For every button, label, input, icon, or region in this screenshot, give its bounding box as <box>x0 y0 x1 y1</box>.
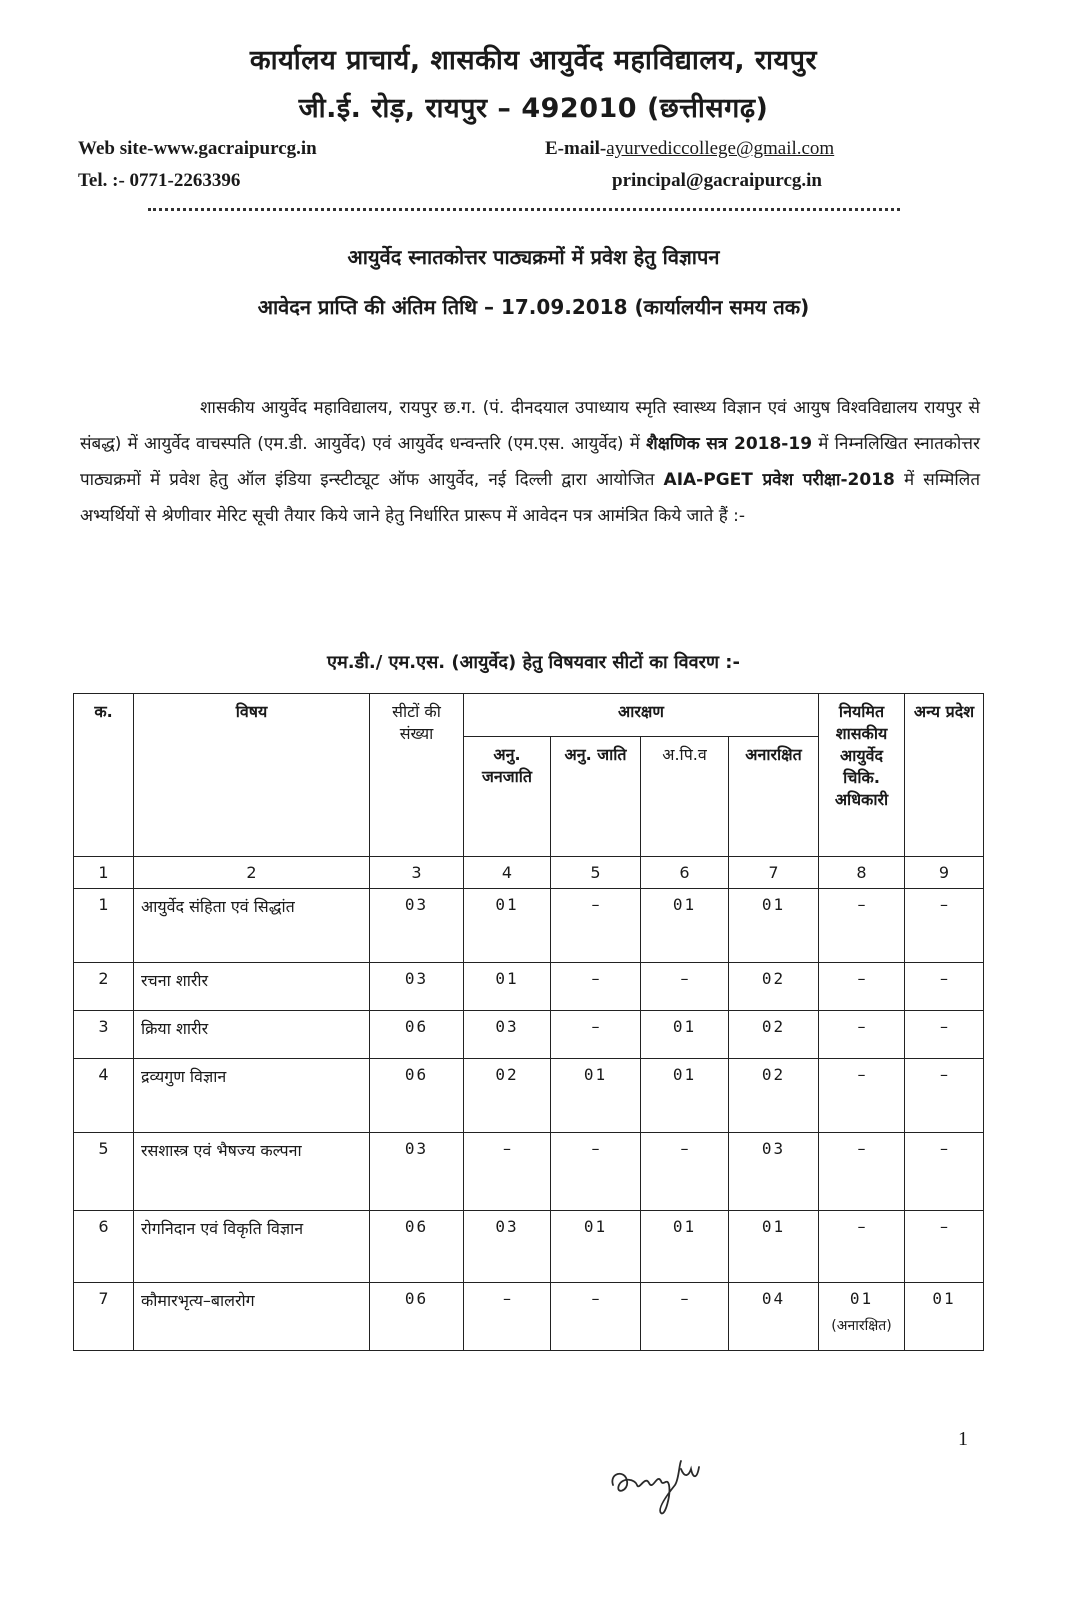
row-obc: 01 <box>641 1211 729 1283</box>
header-unreserved: अनारक्षित <box>729 737 819 857</box>
row-unreserved: 01 <box>729 1211 819 1283</box>
row-seats: 06 <box>370 1211 464 1283</box>
body-text-3: में सम्मिलित अभ्यर्थियों से श्रेणीवार मेरिट सूची तैयार किये जाने हेतु निर्धारित प्रारूप में आवेदन पत्र आमंत्रित किये जाते हैं :- <box>80 470 981 526</box>
header-sc: अनु. जाति <box>551 737 641 857</box>
col-num: 5 <box>551 857 641 889</box>
telephone: Tel. :- 0771-2263396 <box>78 170 241 191</box>
body-paragraph <box>80 390 980 534</box>
row-other: – <box>905 889 984 963</box>
row-st: 03 <box>464 1211 551 1283</box>
table-row <box>74 889 984 963</box>
row-regular-value: – <box>857 1017 866 1036</box>
col-num: 8 <box>819 857 905 889</box>
row-obc: 01 <box>641 1059 729 1133</box>
email-primary[interactable]: ayurvediccollege@gmail.com <box>606 138 835 159</box>
col-num: 2 <box>134 857 370 889</box>
office-address: जी.ई. रोड़, रायपुर – 492010 (छत्तीसगढ़) <box>298 93 769 124</box>
header-sno: क. <box>74 694 134 857</box>
row-regular-value: 01 <box>849 1289 874 1308</box>
row-regular <box>819 1011 905 1059</box>
row-st: 02 <box>464 1059 551 1133</box>
table-row <box>74 1011 984 1059</box>
row-other: – <box>905 963 984 1011</box>
col-num: 1 <box>74 857 134 889</box>
row-sno: 2 <box>74 963 134 1011</box>
header-subject: विषय <box>134 694 370 857</box>
table-row <box>74 1283 984 1351</box>
row-regular-value: – <box>857 1139 866 1158</box>
header-regular: नियमित शासकीय आयुर्वेद चिकि. अधिकारी <box>819 694 905 857</box>
row-regular <box>819 1211 905 1283</box>
row-other: 01 <box>905 1283 984 1351</box>
office-title: कार्यालय प्राचार्य, शासकीय आयुर्वेद महाविद्यालय, रायपुर <box>249 45 818 76</box>
row-unreserved: 01 <box>729 889 819 963</box>
header-other: अन्य प्रदेश <box>905 694 984 857</box>
row-sc: – <box>551 963 641 1011</box>
row-other: – <box>905 1211 984 1283</box>
row-obc: 01 <box>641 889 729 963</box>
row-sno: 6 <box>74 1211 134 1283</box>
table-row <box>74 1211 984 1283</box>
row-other: – <box>905 1133 984 1211</box>
row-sc: – <box>551 1283 641 1351</box>
col-num: 6 <box>641 857 729 889</box>
row-subject: क्रिया शारीर <box>134 1011 370 1059</box>
row-unreserved: 02 <box>729 963 819 1011</box>
row-regular <box>819 1283 905 1351</box>
email-label: E-mail- <box>545 138 607 159</box>
row-seats: 03 <box>370 963 464 1011</box>
row-regular-value: – <box>857 895 866 914</box>
table-row <box>74 1059 984 1133</box>
website[interactable]: Web site-www.gacraipurcg.in <box>78 138 317 159</box>
col-num: 9 <box>905 857 984 889</box>
row-st: – <box>464 1283 551 1351</box>
row-obc: – <box>641 1283 729 1351</box>
row-sc: 01 <box>551 1059 641 1133</box>
body-bold-session: शैक्षणिक सत्र 2018-19 <box>646 434 813 454</box>
row-regular-note: (अनारक्षित) <box>831 1318 892 1334</box>
row-subject: रोगनिदान एवं विकृति विज्ञान <box>134 1211 370 1283</box>
row-other: – <box>905 1059 984 1133</box>
row-regular <box>819 1133 905 1211</box>
header-divider <box>148 208 900 211</box>
row-regular-value: – <box>857 1217 866 1236</box>
row-sno: 3 <box>74 1011 134 1059</box>
row-seats: 06 <box>370 1283 464 1351</box>
row-subject: द्रव्यगुण विज्ञान <box>134 1059 370 1133</box>
row-regular-value: – <box>857 969 866 988</box>
row-st: 03 <box>464 1011 551 1059</box>
body-text-2: में निम्नलिखित स्नातकोत्तर पाठ्यक्रमों में प्रवेश हेतु ऑल इंडिया इन्स्टीट्यूट ऑफ आयुर्वेद, नई दिल्ली द्वारा आयोजित <box>80 434 980 490</box>
notice-deadline: आवेदन प्राप्ति की अंतिम तिथि – 17.09.2018 (कार्यालयीन समय तक) <box>257 295 810 319</box>
row-st: 01 <box>464 963 551 1011</box>
row-sc: – <box>551 1011 641 1059</box>
row-sno: 7 <box>74 1283 134 1351</box>
column-number-row <box>74 857 984 889</box>
row-unreserved: 03 <box>729 1133 819 1211</box>
col-num: 3 <box>370 857 464 889</box>
col-num: 7 <box>729 857 819 889</box>
col-num: 4 <box>464 857 551 889</box>
seats-table <box>73 693 984 1351</box>
row-st: 01 <box>464 889 551 963</box>
row-sc: – <box>551 1133 641 1211</box>
header-seats: सीटों की संख्या <box>370 694 464 857</box>
row-regular <box>819 963 905 1011</box>
table-row <box>74 963 984 1011</box>
row-regular <box>819 1059 905 1133</box>
page-number: 1 <box>958 1428 968 1450</box>
signature <box>605 1455 715 1529</box>
row-unreserved: 02 <box>729 1059 819 1133</box>
table-caption: एम.डी./ एम.एस. (आयुर्वेद) हेतु विषयवार सीटों का विवरण :- <box>327 652 740 673</box>
row-sno: 1 <box>74 889 134 963</box>
row-subject: रसशास्त्र एवं भैषज्य कल्पना <box>134 1133 370 1211</box>
row-seats: 06 <box>370 1011 464 1059</box>
header-reservation: आरक्षण <box>464 694 819 737</box>
row-regular-value: – <box>857 1065 866 1084</box>
row-unreserved: 02 <box>729 1011 819 1059</box>
row-sc: 01 <box>551 1211 641 1283</box>
row-sno: 5 <box>74 1133 134 1211</box>
email-secondary[interactable]: principal@gacraipurcg.in <box>612 170 822 191</box>
table-row <box>74 1133 984 1211</box>
body-bold-exam: AIA-PGET प्रवेश परीक्षा-2018 <box>663 470 895 490</box>
row-obc: 01 <box>641 1011 729 1059</box>
row-unreserved: 04 <box>729 1283 819 1351</box>
body-text-1: शासकीय आयुर्वेद महाविद्यालय, रायपुर छ.ग. (पं. दीनदयाल उपाध्याय स्मृति स्वास्थ्य विज्ञान एवं आयुष विश्वविद्यालय रायपुर से संबद्ध) में आयुर्वेद वाचस्पति (एम.डी. आयुर्वेद) एवं आयुर्वेद धन्वन्तरि (एम.एस. आयुर्वेद) में <box>80 398 980 454</box>
row-regular <box>819 889 905 963</box>
signature-scribble <box>605 1455 715 1525</box>
row-obc: – <box>641 963 729 1011</box>
notice-heading: आयुर्वेद स्नातकोत्तर पाठ्यक्रमों में प्रवेश हेतु विज्ञापन <box>347 245 720 269</box>
row-subject: आयुर्वेद संहिता एवं सिद्धांत <box>134 889 370 963</box>
header-obc: अ.पि.व <box>641 737 729 857</box>
row-other: – <box>905 1011 984 1059</box>
row-subject: कौमारभृत्य–बालरोग <box>134 1283 370 1351</box>
row-seats: 03 <box>370 889 464 963</box>
row-seats: 03 <box>370 1133 464 1211</box>
row-sno: 4 <box>74 1059 134 1133</box>
row-st: – <box>464 1133 551 1211</box>
email-line <box>545 138 834 160</box>
row-sc: – <box>551 889 641 963</box>
row-seats: 06 <box>370 1059 464 1133</box>
row-subject: रचना शारीर <box>134 963 370 1011</box>
header-st: अनु. जनजाति <box>464 737 551 857</box>
row-obc: – <box>641 1133 729 1211</box>
